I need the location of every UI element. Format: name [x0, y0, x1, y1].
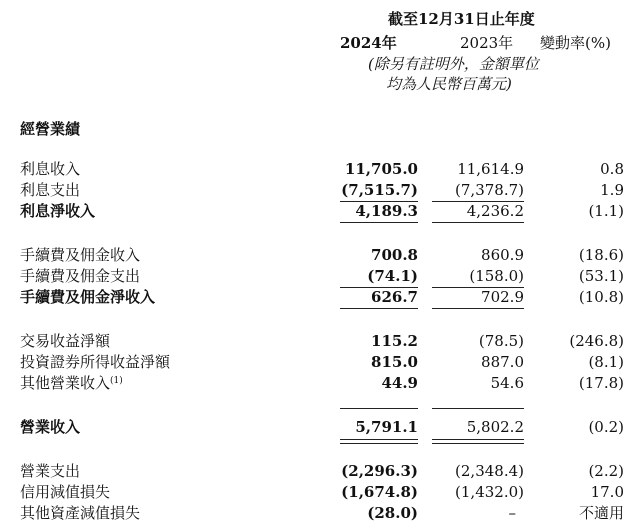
value-2024: 815.0 — [371, 353, 418, 371]
total-double-underline-2024 — [340, 439, 418, 444]
value-2024: (7,515.7) — [341, 181, 418, 199]
value-change: 1.9 — [600, 181, 624, 199]
row-label: 交易收益淨額 — [20, 332, 111, 350]
value-change: (53.1) — [578, 267, 624, 285]
row-label: 營業支出 — [20, 462, 81, 480]
value-change: (246.8) — [569, 332, 624, 350]
value-2024: (28.0) — [367, 504, 418, 522]
row-label: 投資證券所得收益淨額 — [20, 353, 171, 371]
value-change: (18.6) — [578, 246, 624, 264]
value-change: (1.1) — [588, 202, 624, 220]
value-2024: (1,674.8) — [341, 483, 418, 501]
value-2023: – — [508, 504, 516, 522]
row-label-with-footnote — [20, 374, 123, 392]
value-2023: 860.9 — [481, 246, 524, 264]
footnote-marker: (1) — [110, 376, 123, 386]
value-2024: 44.9 — [381, 374, 418, 392]
value-2023: 4,236.2 — [466, 202, 524, 220]
subtotal-underline-2024 — [340, 308, 418, 309]
value-2023: (7,378.7) — [455, 181, 524, 199]
total-double-underline-2023 — [432, 439, 524, 444]
column-header-2023: 2023年 — [460, 34, 514, 52]
value-2024: 11,705.0 — [344, 160, 418, 178]
value-2023: (78.5) — [478, 332, 524, 350]
value-change: 不適用 — [578, 504, 624, 522]
row-label: 信用減值損失 — [20, 483, 111, 501]
value-2024: 4,189.3 — [355, 202, 418, 220]
value-change: (0.2) — [588, 418, 624, 436]
row-label: 手續費及佣金支出 — [20, 267, 141, 285]
value-2023: (158.0) — [469, 267, 524, 285]
subtotal-underline-2023 — [432, 222, 524, 223]
row-label: 手續費及佣金淨收入 — [20, 288, 156, 306]
value-2024: 115.2 — [371, 332, 418, 350]
subtotal-underline-2024 — [340, 222, 418, 223]
row-label: 營業收入 — [20, 418, 81, 436]
row-label: 其他營業收入 — [20, 374, 111, 392]
value-2023: (1,432.0) — [455, 483, 524, 501]
value-2024: 5,791.1 — [355, 418, 418, 436]
row-label: 其他資產減值損失 — [20, 504, 141, 522]
section-title: 經營業績 — [20, 120, 81, 138]
value-2023: 11,614.9 — [457, 160, 524, 178]
units-note-line2: 均為人民幣百萬元) — [386, 75, 512, 93]
period-header: 截至12月31日止年度 — [388, 10, 535, 28]
value-2023: 5,802.2 — [466, 418, 524, 436]
subtotal-underline-2023 — [432, 308, 524, 309]
value-2023: 887.0 — [481, 353, 524, 371]
value-change: (10.8) — [578, 288, 624, 306]
value-change: (8.1) — [588, 353, 624, 371]
value-change: (17.8) — [578, 374, 624, 392]
value-change: 0.8 — [600, 160, 624, 178]
value-2024: (74.1) — [367, 267, 418, 285]
value-2023: 54.6 — [490, 374, 524, 392]
row-label: 利息收入 — [20, 160, 81, 178]
column-header-change: 變動率(%) — [540, 34, 611, 52]
row-label: 利息支出 — [20, 181, 81, 199]
total-rule-2024 — [340, 408, 418, 409]
units-note-line1: (除另有註明外，金額單位 — [368, 55, 539, 73]
total-rule-2023 — [432, 408, 524, 409]
row-label: 利息淨收入 — [20, 202, 96, 220]
value-2024: 700.8 — [371, 246, 418, 264]
value-2023: 702.9 — [481, 288, 524, 306]
value-2023: (2,348.4) — [455, 462, 524, 480]
row-label: 手續費及佣金收入 — [20, 246, 141, 264]
value-change: 17.0 — [590, 483, 624, 501]
value-change: (2.2) — [588, 462, 624, 480]
column-header-2024: 2024年 — [340, 34, 397, 52]
value-2024: 626.7 — [371, 288, 418, 306]
value-2024: (2,296.3) — [341, 462, 418, 480]
